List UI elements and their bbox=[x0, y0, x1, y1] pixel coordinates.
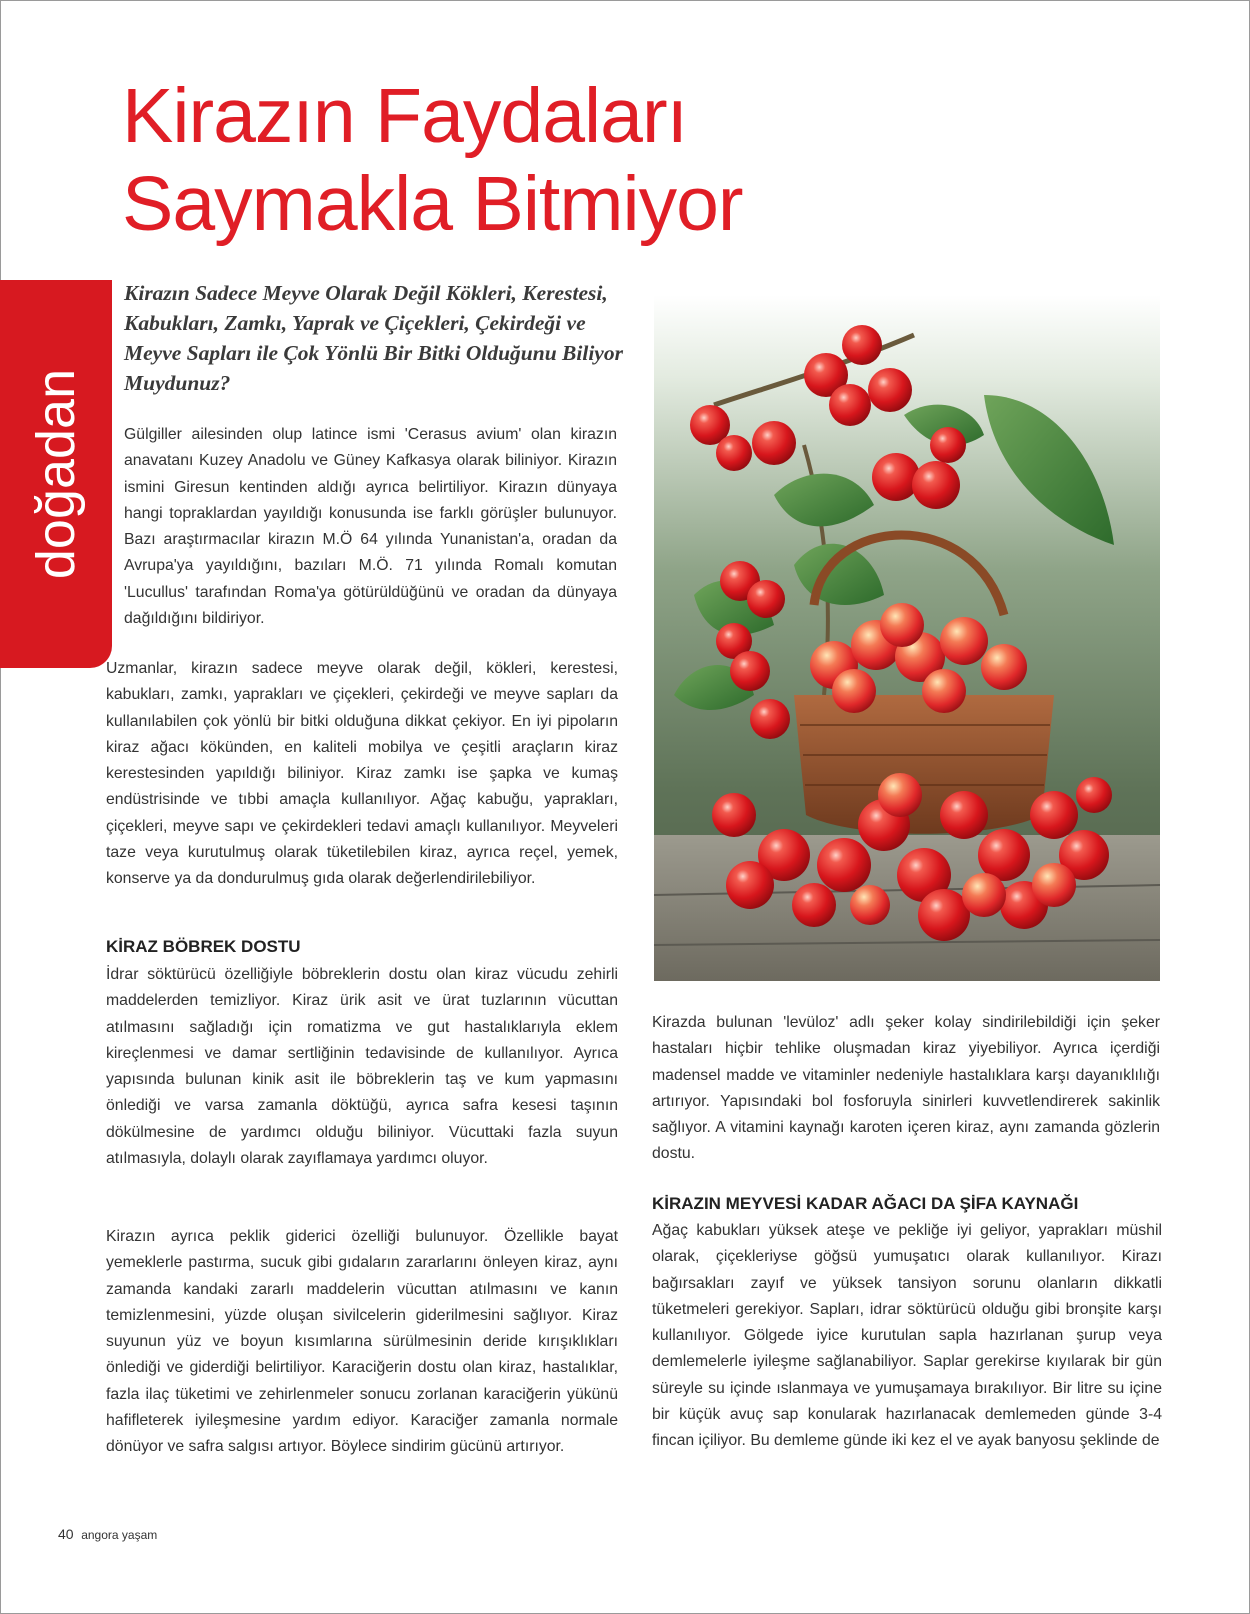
magazine-name: angora yaşam bbox=[81, 1528, 158, 1542]
title-line-2: Saymakla Bitmiyor bbox=[122, 161, 743, 247]
heading-tree-healing: KİRAZIN MEYVESİ KADAR AĞACI DA ŞİFA KAYNAĞI bbox=[652, 1194, 1079, 1213]
heading-kidney-friend: KİRAZ BÖBREK DOSTU bbox=[106, 937, 301, 956]
cherry-basket-photo bbox=[654, 295, 1160, 981]
page-footer bbox=[58, 1526, 157, 1542]
page-number: 40 bbox=[58, 1526, 74, 1542]
paragraph-sugar: Kirazda bulunan 'levüloz' adlı şeker kolay sindirilebildiği için şeker hastaları hiçbir tehlike oluşmadan kiraz yiyebiliyor. Ayrıca içerdiği madensel madde ve vitaminler nedeniyle hastalıklara karşı dayanıklılığı artırıyor. Yapısındaki bol fosforuyla sinirleri kuvvetlendirerek sakinlik sağlıyor. A vitamini kaynağı karoten içeren kiraz, aynı zamanda gözlerin dostu. bbox=[652, 1014, 1160, 1163]
section-label: doğadan bbox=[26, 368, 86, 580]
intro-lead: Kirazın Sadece Meyve Olarak Değil Kökleri, Kerestesi, Kabukları, Zamkı, Yaprak ve Çiçekleri, Çekirdeği ve Meyve Sapları ile Çok Yönlü Bir Bitki Olduğunu Biliyor Muydunuz? bbox=[124, 281, 623, 395]
article-title bbox=[122, 72, 882, 248]
title-line-1: Kirazın Faydaları bbox=[122, 73, 688, 159]
section-tab bbox=[0, 280, 112, 668]
paragraph-tree: Ağaç kabukları yüksek ateşe ve pekliğe iyi geliyor, yaprakları müshil olarak, çiçekleriyse göğsü yumuşatıcı olarak kullanılıyor. Kirazı bağırsakları zayıf ve yüksek tansiyon sorunu olanların dikkatli tüketmeleri gerekiyor. Sapları, idrar söktürücü olduğu gibi bronşite karşı kullanılıyor. Gölgede iyice kurutulan sapla hazırlanan şurup veya demlemelerle iyileşme sağlanabiliyor. Saplar gerekirse kıyılarak bir gün süreyle su içinde ıslanmaya ve yumuşamaya bırakılıyor. Bir litre su içine bir küçük avuç sap konularak hazırlanacak demlemeden günde 3-4 fincan içiliyor. Bu demleme günde iki kez el ve ayak banyosu şeklinde de bbox=[652, 1222, 1162, 1450]
paragraph-origin: Gülgiller ailesinden olup latince ismi 'Cerasus avium' olan kirazın anavatanı Kuzey Anadolu ve Güney Kafkasya olarak biliniyor. Kirazın ismini Giresun kentinden aldığı ayrıca belirtiliyor. Kirazın dünyaya hangi topraklardan yayıldığı konusunda ise farklı görüşler bulunuyor. Bazı araştırmacılar kirazın M.Ö 64 yılında Yunanistan'a, oradan da Avrupa'ya yayıldığını, bazıları M.Ö. 71 yılında Romalı komutan 'Lucullus' tarafından Roma'ya götürüldüğünü ve oradan da dünyaya dağıldığını bildiriyor. bbox=[124, 426, 617, 628]
paragraph-liver: Kirazın ayrıca peklik giderici özelliği bulunuyor. Özellikle bayat yemeklerle pastırma, sucuk gibi gıdaların zararlarını önleyen kiraz, aynı zamanda kandaki zararlı maddelerin vücuttan atılmasını ve kanın temizlenmesini, yüzde oluşan sivilcelerin giderilmesini sağlıyor. Kiraz suyunun yüz ve boyun kısımlarına sürülmesinin deride kırışıklıkları önlediği ve giderdiği belirtiliyor. Karaciğerin dostu olan kiraz, hastalıklar, fazla ilaç tüketimi ve zehirlenmeler sonucu zorlanan karaciğerin yükünü hafifleterek iyileşmesine yardım ediyor. Karaciğer zamanla normale dönüyor ve safra salgısı artıyor. Böylece sindirim gücünü artırıyor. bbox=[106, 1228, 618, 1456]
paragraph-kidney: İdrar söktürücü özelliğiyle böbreklerin dostu olan kiraz vücudu zehirli maddelerden temizliyor. Kiraz ürik asit ve ürat tuzlarının vücuttan atılmasını sağladığı için romatizma ve gut hastalıklarıyla eklem kireçlenmesi ve damar sertliğinin tedavisinde de kullanılıyor. Ayrıca yapısında bulunan kinik asit ile böbreklerin taş ve kum yapmasını önlediği ve varsa zamanla döktüğü, ayrıca safra kesesi taşının dökülmesine de yardımcı olduğu biliniyor. Vücuttaki fazla suyun atılmasıyla, dolaylı olarak zayıflamaya yardımcı oluyor. bbox=[106, 966, 618, 1168]
paragraph-uses: Uzmanlar, kirazın sadece meyve olarak değil, kökleri, kerestesi, kabukları, zamkı, yaprakları ve çiçekleri, çekirdeği ve meyve sapları da kullanılabilen çok yönlü bir bitki olduğuna dikkat çekiyor. En iyi pipoların kiraz ağacı kökünden, en kaliteli mobilya ve çeşitli araçların kiraz kerestesinden yapıldığı biliniyor. Kiraz zamkı ise şapka ve kumaş endüstrisinde ve tıbbi amaçla kullanılıyor. Ağaç kabuğu, yaprakları, çiçekleri, meyve sapı ve çekirdekleri tedavi amaçlı kullanılıyor. Meyveleri taze veya kurutulmuş olarak tüketilebilen kiraz, ayrıca reçel, yemek, konserve ya da dondurulmuş gıda olarak değerlendirilebiliyor. bbox=[106, 660, 618, 888]
